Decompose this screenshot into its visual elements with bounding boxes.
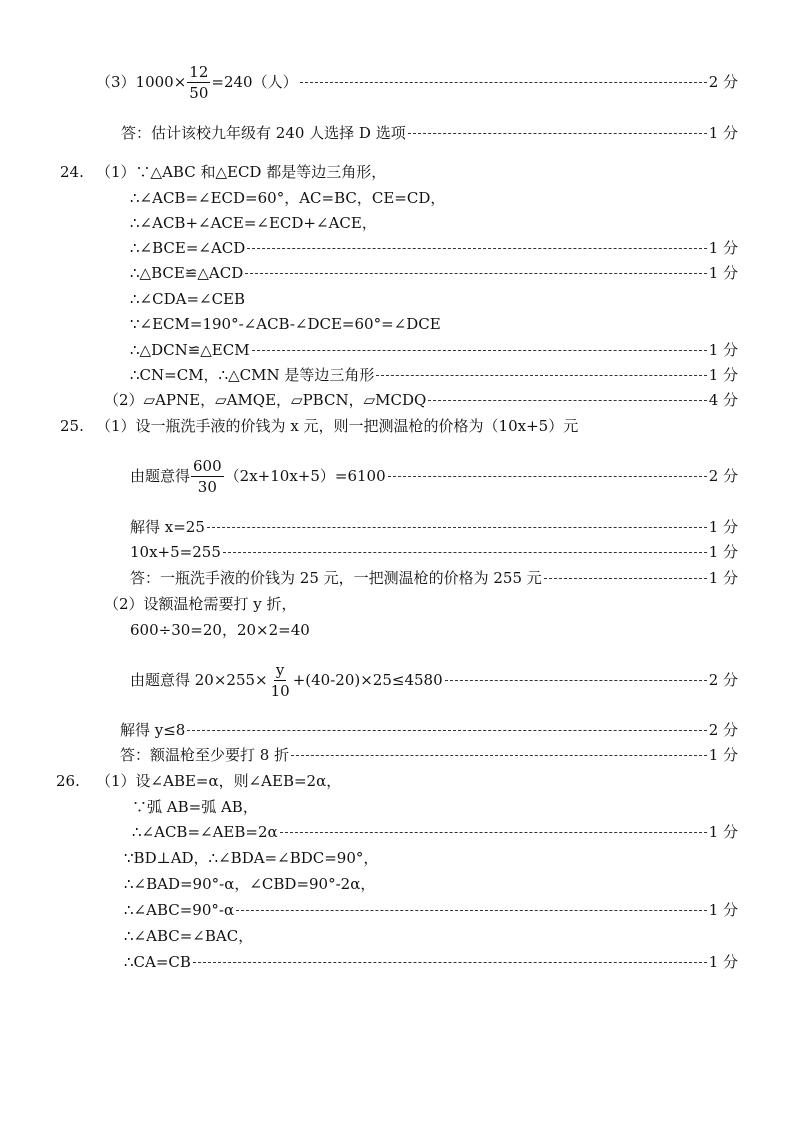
dash-leader [252,350,707,351]
q26-line6-text: ∴∠ABC=90°-α [124,901,235,919]
q24-line4-text: ∴∠BCE=∠ACD [130,239,246,257]
q25-sol2-text: 10x+5=255 [130,543,221,561]
score: 1 分 [708,569,738,587]
dash-leader [300,82,707,83]
score: 1 分 [708,823,738,841]
q25-sol3 [120,720,738,740]
q24-part2-text: （2）▱APNE，▱AMQE，▱PBCN，▱MCDQ [104,391,427,409]
q26-number: 26. [56,772,80,790]
q25-eq2-prefix: 由题意得 20×255× [130,671,268,689]
q23-answer-line [121,123,738,143]
q24-line8-text: ∴△DCN≌△ECM [130,341,250,359]
q25-eq1-numerator: 600 [193,456,222,475]
q25-eq2-fraction [269,660,292,701]
score: 4 分 [708,391,738,409]
q24-line8 [130,340,738,360]
score: 1 分 [708,239,738,257]
q26-line3-text: ∴∠ACB=∠AEB=2α [132,823,278,841]
dash-leader [187,730,706,731]
q26-line1: （1）设∠ABE=α，则∠AEB=2α， [96,772,342,790]
q26-line6 [124,900,738,920]
q23-part3-prefix: （3）1000× [96,73,187,91]
dash-leader [236,910,707,911]
score: 1 分 [708,264,738,282]
q24-line9 [130,365,738,385]
q25-ans1 [130,568,738,588]
q25-eq1 [130,450,738,502]
q26-line8-text: ∴CA=CB [124,953,191,971]
q25-sol3-text: 解得 y≤8 [120,721,186,739]
dash-leader [280,832,707,833]
dash-leader [291,755,707,756]
q26-line4: ∵BD⊥AD，∴∠BDA=∠BDC=90°， [124,849,379,867]
q26-line2: ∵弧 AB=弧 AB， [132,798,258,816]
dash-leader [544,578,707,579]
q25-calc: 600÷30=20，20×2=40 [130,621,310,639]
q26-line3 [132,822,738,842]
q24-line6: ∴∠CDA=∠CEB [130,290,246,308]
q25-ans1-text: 答：一瓶洗手液的价钱为 25 元，一把测温枪的价格为 255 元 [130,569,542,587]
dash-leader [428,400,706,401]
q25-eq2-numerator: y [275,660,285,679]
q25-eq1-suffix: （2x+10x+5）=6100 [224,467,386,485]
score: 1 分 [708,366,738,384]
q25-number: 25. [60,417,84,435]
q25-eq1-prefix: 由题意得 [130,467,191,485]
dash-leader [445,680,707,681]
q25-sol1 [130,517,738,537]
q23-part3-line [96,56,738,108]
score: 1 分 [708,901,738,919]
dash-leader [388,476,707,477]
score: 2 分 [708,671,738,689]
q24-line4 [130,238,738,258]
q26-line5: ∴∠BAD=90°-α，∠CBD=90°-2α， [124,875,376,893]
q23-answer-text: 答：估计该校九年级有 240 人选择 D 选项 [121,124,406,142]
dash-leader [408,133,707,134]
q25-line1: （1）设一瓶洗手液的价钱为 x 元，则一把测温枪的价格为（10x+5）元 [96,417,579,435]
q23-fraction-denominator: 50 [189,83,209,102]
q23-part3-suffix: =240（人） [211,73,298,91]
dash-leader [376,375,706,376]
q24-part2 [104,390,738,410]
q26-line8 [124,952,738,972]
q25-eq2-denominator: 10 [270,681,290,700]
q24-line2: ∴∠ACB=∠ECD=60°，AC=BC，CE=CD， [130,189,446,207]
score: 2 分 [708,467,738,485]
score: 1 分 [708,518,738,536]
q25-part2: （2）设额温枪需要打 y 折， [104,595,297,613]
dash-leader [245,273,706,274]
score: 1 分 [708,341,738,359]
q24-line5-text: ∴△BCE≌△ACD [130,264,244,282]
q26-line7: ∴∠ABC=∠BAC， [124,927,254,945]
score: 1 分 [708,543,738,561]
score: 2 分 [708,721,738,739]
q24-number: 24. [60,163,84,181]
q24-line1: （1）∵△ABC 和△ECD 都是等边三角形， [96,163,387,181]
dash-leader [207,527,707,528]
score: 1 分 [708,746,738,764]
q25-eq2-suffix: +(40-20)×25≤4580 [292,671,443,689]
dash-leader [193,962,707,963]
score: 2 分 [708,73,738,91]
q25-eq1-denominator: 30 [197,477,217,496]
q25-eq1-fraction [191,456,224,497]
q24-line5 [130,263,738,283]
q24-line3: ∴∠ACB+∠ACE=∠ECD+∠ACE， [130,214,377,232]
score: 1 分 [708,124,738,142]
q25-sol2 [130,542,738,562]
q25-eq2 [130,654,738,706]
dash-leader [247,248,706,249]
q25-sol1-text: 解得 x=25 [130,518,205,536]
q25-ans2-text: 答：额温枪至少要打 8 折 [120,746,290,764]
dash-leader [223,552,707,553]
score: 1 分 [708,953,738,971]
q23-fraction-numerator: 12 [189,62,209,81]
q24-line7: ∵∠ECM=190°-∠ACB-∠DCE=60°=∠DCE [130,315,441,333]
q23-fraction [187,62,210,103]
q24-line9-text: ∴CN=CM，∴△CMN 是等边三角形 [130,366,375,384]
q25-ans2 [120,745,738,765]
